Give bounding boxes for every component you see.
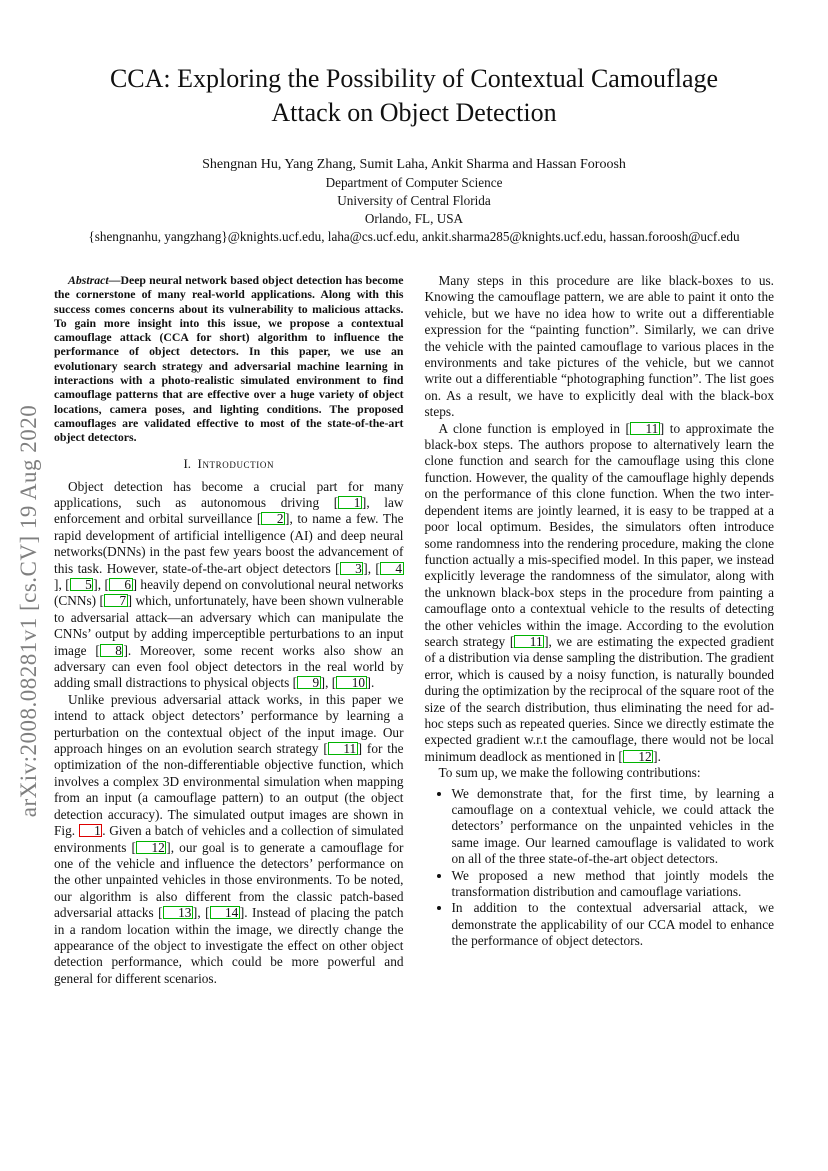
citation-link[interactable]: 11: [630, 422, 660, 435]
paper-header: [0, 0, 828, 246]
abstract-text: —Deep neural network based object detection has become the cornerstone of many real-world applications. Along with this success comes concerns about its vulnerability to malicious attacks. To gain more insight into this issue, we propose a contextual camouflage attack (CCA for short) algorithm to influence the performance of object detectors. In this paper, we use an evolutionary search strategy and adversarial machine learning in interactions with a photo-realistic simulated environment to find camouflage patterns that are effective over a huge variety of object locations, camera poses, and lighting conditions. The proposed camouflages are validated effective to most of the state-of-the-art object detectors.: [54, 273, 404, 445]
citation-link[interactable]: 10: [336, 676, 366, 689]
paper-title: CCA: Exploring the Possibility of Contextual Camouflage Attack on Object Detection: [109, 64, 719, 127]
contribution-item-1: • We demonstrate that, for the first time, by learning a camouflage on a contextual vehicle, we could attack the detectors’ performance on the unpainted vehicles in the same image. Our learned camouflage is validated to work on all of the three state-of-the-art object detectors.: [452, 786, 775, 868]
arxiv-stamp: arXiv:2008.08281v1 [cs.CV] 19 Aug 2020: [16, 404, 41, 818]
left-column: [54, 273, 404, 987]
citation-link[interactable]: 5: [70, 578, 94, 591]
citation-link[interactable]: 4: [380, 562, 404, 575]
affiliation-university: University of Central Florida: [337, 193, 491, 208]
abstract-label: Abstract: [68, 273, 109, 287]
authors-line: Shengnan Hu, Yang Zhang, Sumit Laha, Ankit Sharma and Hassan Foroosh: [202, 157, 626, 172]
right-paragraph-1: Many steps in this procedure are like black-boxes to us. Knowing the camouflage pattern, we are able to paint it onto the vehicle, but we have no idea how to write out a differentiable expression for the “painting function”. Similarly, we can drive the vehicle with the painted camouflage to various places in the environments and take pictures of the vehicle, but we cannot write out a differentiable “photographing function”. The list goes on. As a result, we have to explicitly deal with the black-box steps.: [424, 273, 774, 420]
citation-link[interactable]: 2: [261, 512, 285, 525]
figure-link[interactable]: 1: [79, 824, 103, 837]
citation-link[interactable]: 7: [104, 594, 128, 607]
intro-paragraph-2: Unlike previous adversarial attack works, in this paper we intend to attack object detectors’ performance by learning a perturbation on the contextual object of the input image. Our approach hinges on an evolution search strategy [ 11 ] for the optimization of the non-differentiable objective function, which involves a complex 3D environmental simulation when mapping from an input (a camouflage pattern) to an output (the object detection accuracy). The simulated output images are shown in Fig. 1 . Given a batch of vehicles and a collection of simulated environments [ 12 ], our goal is to generate a camouflage for one of the vehicle and influence the detectors’ performance on the other unpainted vehicles in those environments. To be noted, our algorithm is also different from the classic patch-based adversarial attacks [ 13 ], [ 14 ]. Instead of placing the patch in a random location within the image, we directly change the appearance of the object to investigate the effect on other object detection performance, which could be more powerful and general for different scenarios.: [54, 691, 404, 986]
contributions-intro: To sum up, we make the following contributions:: [438, 765, 701, 781]
citation-link[interactable]: 8: [100, 644, 124, 657]
right-column: [425, 273, 775, 987]
citation-link[interactable]: 6: [109, 578, 133, 591]
abstract-paragraph: [54, 273, 404, 445]
section-number: I.: [183, 455, 192, 471]
contributions-list: [425, 786, 775, 950]
citation-link[interactable]: 12: [623, 750, 653, 763]
citation-link[interactable]: 1: [338, 496, 362, 509]
citation-link[interactable]: 3: [340, 562, 364, 575]
contribution-item-2: • We proposed a new method that jointly models the transformation distribution and camouflage variations.: [452, 868, 775, 901]
citation-link[interactable]: 12: [136, 841, 166, 854]
author-emails: {shengnanhu, yangzhang}@knights.ucf.edu, laha@cs.ucf.edu, ankit.sharma285@knights.ucf.edu, hassan.foroosh@ucf.edu: [88, 229, 740, 244]
section-heading-introduction: [54, 456, 404, 472]
citation-link[interactable]: 14: [210, 906, 240, 919]
citation-link[interactable]: 13: [163, 906, 193, 919]
affiliation-location: Orlando, FL, USA: [364, 211, 464, 226]
citation-link[interactable]: 9: [297, 676, 321, 689]
citation-link[interactable]: 11: [514, 635, 544, 648]
section-title: Introduction: [197, 455, 275, 471]
affiliation-department: Department of Computer Science: [325, 175, 503, 190]
contribution-item-3: • In addition to the contextual adversarial attack, we demonstrate the applicability of our CCA model to enhance the performance of object detectors.: [452, 900, 775, 949]
right-paragraph-2: A clone function is employed in [ 11 ] to approximate the black-box steps. The authors propose to alternatively learn the clone function and search for the camouflage using this clone function. However, the quality of the camouflage highly depends on the performance of this clone function. When the two inter-dependent items are jointly learned, it is easy to be trapped at a poor local optimum. Besides, the simulators often introduce some randomness into the rendering procedure, making the clone function actually a mis-specified model. In this paper, we instead explicitly leverage the randomness of the simulator, along with the unknown black-box steps in the procedure from painting a camouflage onto a contextual vehicle to the results of detecting the other vehicles within the image. According to the evolution search strategy [ 11 ], we are estimating the expected gradient of a distribution via dense sampling the distribution. The gradient error, which is caused by a noisy function, is naturally bounded during the optimization by the reciprocal of the square root of the size of the search distribution, thus eliminating the need for ad-hoc steps such as repeated queries. Since we directly estimate the expected gradient w.r.t the camouflage, there would not be local minimum deadlock as mentioned in [ 12 ].: [424, 420, 774, 764]
citation-link[interactable]: 11: [328, 742, 358, 755]
intro-paragraph-1: Object detection has become a crucial part for many applications, such as autonomous driving [ 1 ], law enforcement and orbital surveillance [ 2 ], to name a few. The rapid development of artificial intelligence (AI) and deep neural networks(DNNs) in the past few years boost the advancement of this task. However, state-of-the-art object detectors [ 3 ], [ 4], [ 5 ], [ 6 ] heavily depend on convolutional neural networks (CNNs) [ 7 ] which, unfortunately, have been shown vulnerable to adversarial attack—an adversary which can manipulate the CNNs’ output by adding imperceptible perturbations to an input image [ 8 ]. Moreover, some recent works also show an adversary can even fool object detectors in the real world by adding small distractions to physical objects [ 9 ], [ 10 ].: [54, 478, 404, 691]
two-column-body: [0, 273, 828, 987]
